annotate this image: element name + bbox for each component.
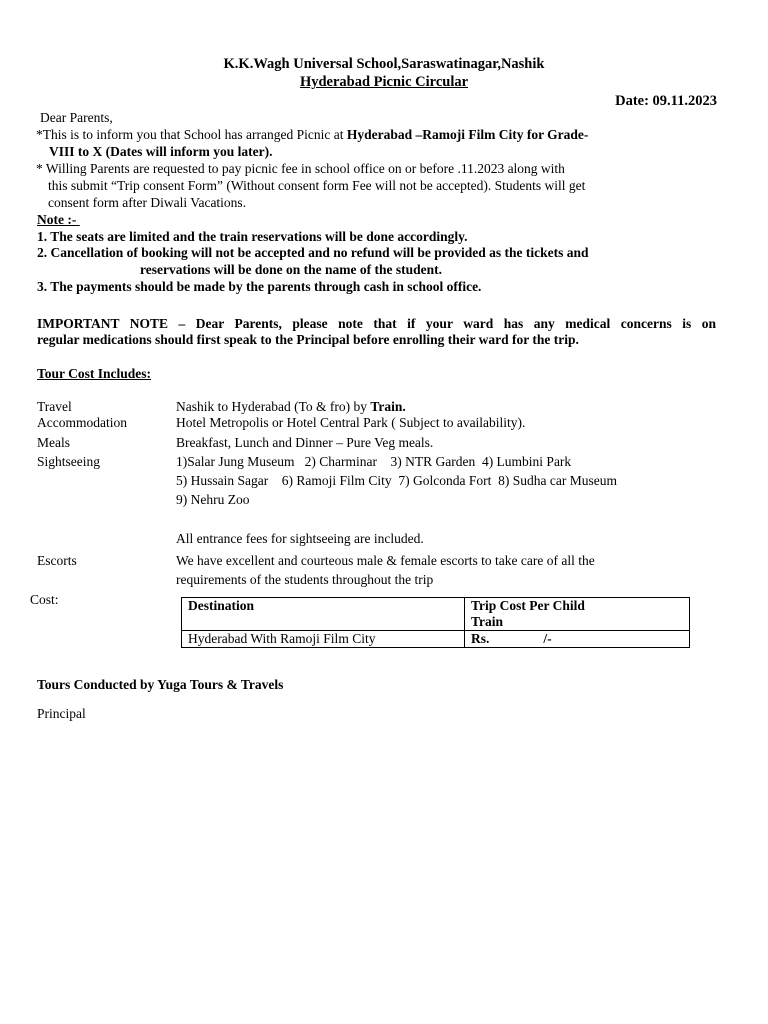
destination-cell: Hyderabad With Ramoji Film City: [182, 631, 465, 648]
sightseeing-line-3: 9) Nehru Zoo: [176, 492, 250, 507]
escorts-line-1: We have excellent and courteous male & female escorts to take care of all the: [176, 553, 595, 568]
circular-date: Date: 09.11.2023: [615, 93, 717, 109]
trip-cost-header-line-1: Trip Cost Per Child: [471, 598, 585, 613]
tour-heading: Tour Cost Includes:: [37, 366, 152, 381]
paragraph-1: [36, 127, 588, 143]
paragraph-1-line-2: VIII to X (Dates will inform you later).: [49, 144, 273, 159]
note-item-2-line-2: reservations will be done on the name of the student.: [140, 262, 442, 277]
cost-label: Cost:: [30, 592, 59, 607]
cost-table-row: [182, 631, 690, 648]
important-note-line-1: IMPORTANT NOTE – Dear Parents, please note that if your ward has any medical concerns is on: [37, 316, 716, 331]
note-item-1: 1. The seats are limited and the train reservations will be done accordingly.: [37, 229, 468, 244]
paragraph-2-line-2: this submit “Trip consent Form” (Without consent form Fee will not be accepted). Students will get: [48, 178, 586, 193]
sightseeing-label: Sightseeing: [37, 454, 100, 469]
important-note-line-2: regular medications should first speak to the Principal before enrolling their ward for the trip.: [37, 332, 579, 347]
note-item-3: 3. The payments should be made by the parents through cash in school office.: [37, 279, 482, 294]
principal-signature: Principal: [37, 706, 86, 721]
sightseeing-line-1: 1)Salar Jung Museum 2) Charminar 3) NTR Garden 4) Lumbini Park: [176, 454, 572, 469]
school-name: K.K.Wagh Universal School,Saraswatinagar,Nashik: [223, 56, 545, 72]
travel-mode: Train.: [370, 399, 406, 414]
note-heading: Note :-: [37, 212, 80, 227]
paragraph-2-line-3: consent form after Diwali Vacations.: [48, 195, 247, 210]
escorts-label: Escorts: [37, 553, 77, 568]
note-item-2: 2. Cancellation of booking will not be accepted and no refund will be provided as the tickets and: [37, 245, 589, 260]
circular-title: Hyderabad Picnic Circular: [299, 74, 469, 90]
meals-value: Breakfast, Lunch and Dinner – Pure Veg meals.: [176, 435, 434, 450]
paragraph-2-line-1: * Willing Parents are requested to pay picnic fee in school office on or before .11.2023 along with: [36, 161, 565, 176]
travel-value: [176, 399, 406, 415]
rs-label: Rs.: [471, 631, 490, 646]
cost-table-header-row: [182, 598, 690, 631]
tours-conducted-by: Tours Conducted by Yuga Tours & Travels: [37, 677, 284, 692]
paragraph-1-text: *This is to inform you that School has arranged Picnic at: [36, 127, 347, 142]
travel-label: Travel: [37, 399, 72, 414]
paragraph-1-bold: Hyderabad –Ramoji Film City for Grade-: [346, 127, 589, 142]
salutation: Dear Parents,: [40, 110, 113, 125]
cost-table: [181, 597, 690, 648]
escorts-line-2: requirements of the students throughout the trip: [176, 572, 434, 587]
entrance-fees-note: All entrance fees for sightseeing are included.: [176, 531, 424, 546]
trip-cost-header-line-2: Train: [471, 614, 504, 629]
accommodation-label: Accommodation: [37, 415, 127, 430]
meals-label: Meals: [37, 435, 70, 450]
cost-cell: [465, 631, 690, 648]
cost-suffix: /-: [543, 631, 552, 646]
trip-cost-header: [465, 598, 690, 631]
destination-header: Destination: [182, 598, 465, 631]
travel-value-text: Nashik to Hyderabad (To & fro) by: [176, 399, 371, 414]
sightseeing-line-2: 5) Hussain Sagar 6) Ramoji Film City 7) Golconda Fort 8) Sudha car Museum: [176, 473, 617, 488]
accommodation-value: Hotel Metropolis or Hotel Central Park ( Subject to availability).: [176, 415, 526, 430]
